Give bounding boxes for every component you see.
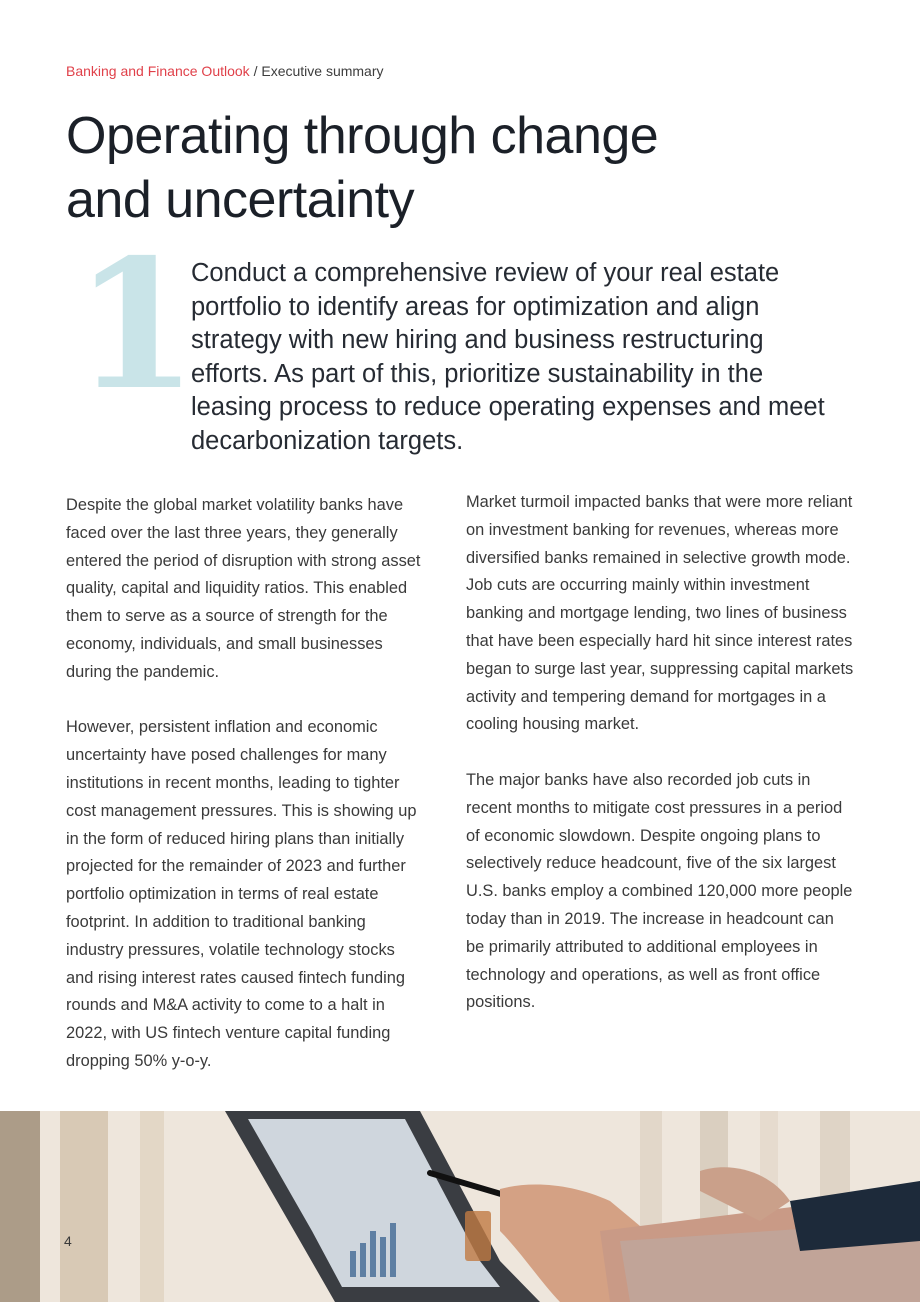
callout-number: 1 <box>74 220 198 429</box>
breadcrumb-separator: / <box>249 63 262 79</box>
page-title <box>66 104 658 232</box>
page-title-line-1: Operating through change <box>66 107 659 165</box>
page-title-line-2: and uncertainty <box>66 171 415 229</box>
body-paragraph: However, persistent inflation and economic uncertainty have posed challenges for many institutions in recent months, leading to tighter cost management pressures. This is showing up in the form of reduced hiring plans than initially projected for the remainder of 2023 and further portfolio optimization in terms of real estate footprint. In addition to traditional banking industry pressures, volatile technology stocks and rising interest rates caused fintech funding rounds and M&A activity to come to a halt in 2022, with US fintech venture capital funding dropping 50% y-o-y. <box>66 718 417 1070</box>
body-column-right <box>466 489 856 1045</box>
breadcrumb <box>66 63 384 79</box>
callout-text: Conduct a comprehensive review of your real estate portfolio to identify areas for optimization and align strategy with new hiring and business restructuring efforts. As part of this, prioritize sustainability in the leasing process to reduce operating expenses and meet decarbonization targets. <box>191 259 825 455</box>
body-column-left <box>66 492 426 1104</box>
page-number: 4 <box>64 1233 72 1249</box>
body-paragraph: Market turmoil impacted banks that were more reliant on investment banking for revenues, whereas more diversified banks remained in selective growth mode. Job cuts are occurring mainly within investment banking and mortgage lending, two lines of business that have been especially hard hit since interest rates began to surge last year, suppressing capital markets activity and tempering demand for mortgages in a cooling housing market. <box>466 493 854 734</box>
body-paragraph: The major banks have also recorded job cuts in recent months to mitigate cost pressures in a period of economic slowdown. Despite ongoing plans to selectively reduce headcount, five of the six largest U.S. banks employ a combined 120,000 more people today than in 2019. The increase in headcount can be primarily attributed to additional employees in technology and operations, as well as front office positions. <box>466 770 853 1012</box>
body-paragraph: Despite the global market volatility banks have faced over the last three years, they generally entered the period of disruption with strong asset quality, capital and liquidity ratios. This enabled them to serve as a source of strength for the economy, individuals, and small businesses during the pandemic. <box>66 496 421 681</box>
breadcrumb-section-link[interactable]: Banking and Finance Outlook <box>66 63 250 79</box>
photo-illustration <box>0 1111 920 1302</box>
breadcrumb-current-page: Executive summary <box>261 63 384 79</box>
laptop-meeting-photo <box>0 1111 920 1302</box>
